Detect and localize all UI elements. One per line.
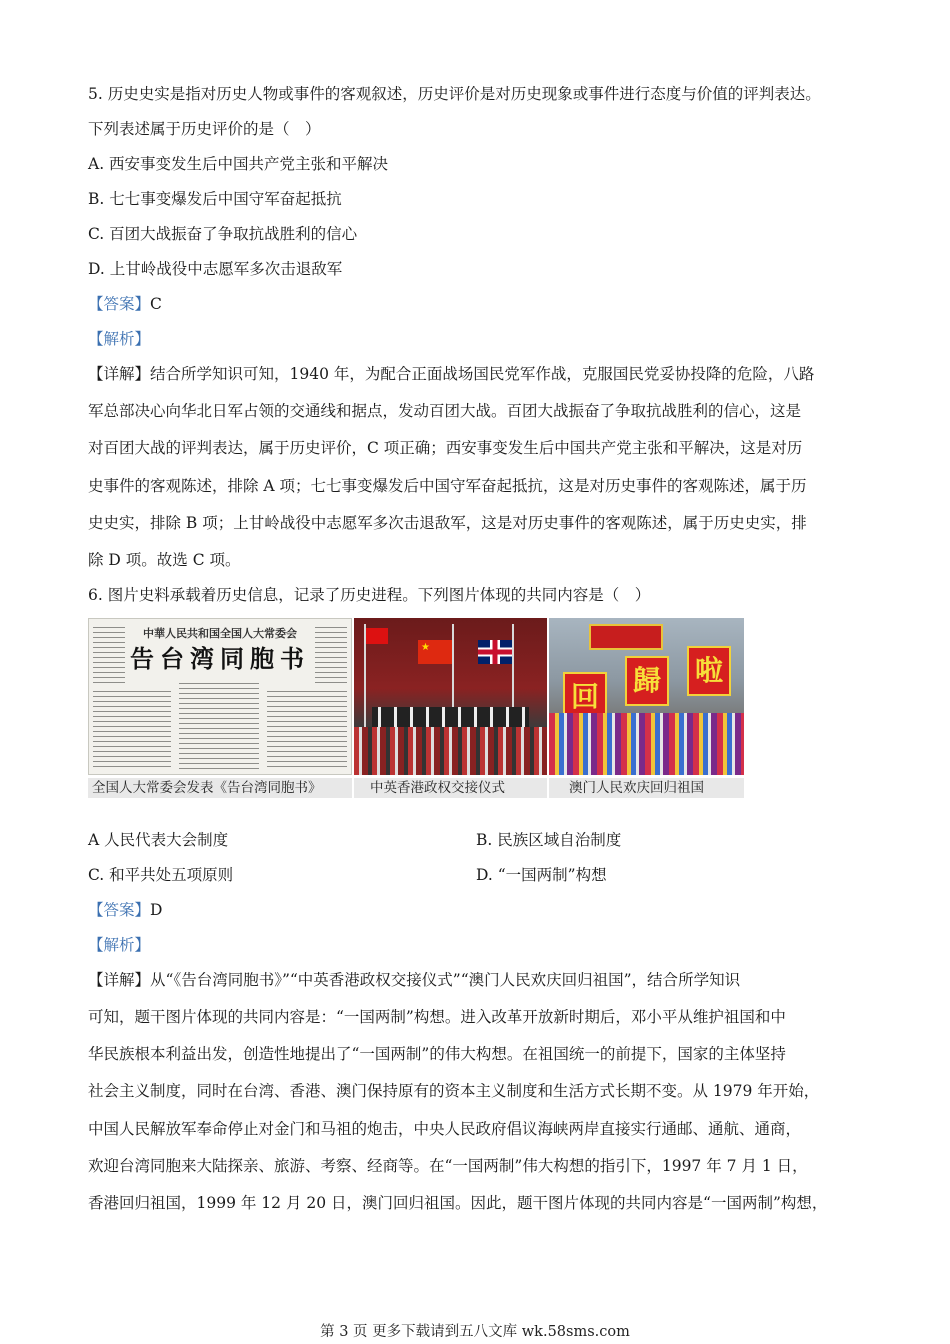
uk-flag-icon [478, 640, 512, 664]
q5-option-b: B. 七七事变爆发后中国守军奋起抵抗 [88, 190, 342, 208]
q5-option-d: D. 上甘岭战役中志愿军多次击退敌军 [88, 260, 343, 278]
detail-text: 从“《告台湾同胞书》”“中英香港政权交接仪式”“澳门人民欢庆回归祖国”，结合所学知识 [150, 971, 741, 989]
detail-text: 结合所学知识可知，1940 年，为配合正面战场国民党军作战，克服国民党妥协投降的危险，八路 [150, 365, 815, 383]
newspaper-text-block [179, 681, 259, 771]
caption-taiwan: 全国人大常委会发表《告台湾同胞书》 [88, 778, 352, 798]
q5-analysis-tag [88, 328, 150, 350]
q6-figure [88, 618, 744, 798]
analysis-tag: 【解析】 [88, 936, 151, 954]
q5-detail-line: 对百团大战的评判表达，属于历史评价，C 项正确；西安事变发生后中国共产党主张和平解决，这是对历 [88, 439, 803, 457]
q5-detail-line: 史史实，排除 B 项；上甘岭战役中志愿军多次击退敌军，这是对历史事件的客观陈述，属于历史史实，排 [88, 514, 807, 532]
analysis-tag: 【解析】 [88, 330, 151, 348]
newspaper-masthead: 中華人民共和国全国人大常委会 [143, 627, 297, 640]
q6-detail-line [88, 969, 740, 991]
q6-answer [88, 899, 162, 921]
q5-detail-line: 除 D 项。故选 C 项。 [88, 551, 241, 569]
answer-tag: 【答案】 [88, 295, 151, 313]
q6-detail-line: 香港回归祖国，1999 年 12 月 20 日，澳门回归祖国。因此，题干图片体现的共同内容是“一国两制”构想， [88, 1194, 828, 1212]
newspaper-text-block [93, 625, 125, 685]
q6-option-c: C. 和平共处五项原则 [88, 866, 234, 884]
caption-macau: 澳门人民欢庆回归祖国 [549, 778, 744, 798]
newspaper-text-block [267, 689, 347, 771]
q6-detail-line: 社会主义制度，同时在台湾、香港、澳门保持原有的资本主义制度和生活方式长期不变。从 1979 年开始， [88, 1082, 820, 1100]
q5-detail-line [88, 363, 814, 385]
q6-detail-line: 中国人民解放军奉命停止对金门和马祖的炮击，中央人民政府倡议海峡两岸直接实行通邮、通航、通商， [88, 1120, 802, 1138]
newspaper-text-block [315, 625, 347, 685]
detail-tag: 【详解】 [88, 971, 151, 989]
q6-detail-line: 华民族根本利益出发，创造性地提出了“一国两制”的伟大构想。在祖国统一的前提下，国家的主体坚持 [88, 1045, 786, 1063]
q5-detail-line: 军总部决心向华北日军占领的交通线和据点，发动百团大战。百团大战振奋了争取抗战胜利的信心，这是 [88, 402, 802, 420]
caption-hongkong: 中英香港政权交接仪式 [354, 778, 547, 798]
newspaper-photo [88, 618, 352, 775]
hk-flag-icon [366, 628, 388, 644]
q6-option-d: D. “一国两制”构想 [476, 866, 607, 884]
detail-tag: 【详解】 [88, 365, 151, 383]
q6-stem: 6. 图片史料承载着历史信息，记录了历史进程。下列图片体现的共同内容是（ ） [88, 586, 651, 604]
q6-option-a: A 人民代表大会制度 [88, 831, 229, 849]
q5-option-c: C. 百团大战振奋了争取抗战胜利的信心 [88, 225, 358, 243]
banner-char: 歸 [625, 656, 669, 706]
handover-ceremony-photo [354, 618, 547, 775]
q5-stem-line1: 5. 历史史实是指对历史人物或事件的客观叙述，历史评价是对历史现象或事件进行态度与价值的评判表达。 [88, 85, 821, 103]
q5-answer [88, 293, 162, 315]
q5-detail-line: 史事件的客观陈述，排除 A 项；七七事变爆发后中国守军奋起抵抗，这是对历史事件的客观陈述，属于历 [88, 477, 807, 495]
q6-detail-line: 可知，题干图片体现的共同内容是：“一国两制”构想。进入改革开放新时期后，邓小平从维护祖国和中 [88, 1008, 786, 1026]
answer-value: D [150, 901, 163, 919]
china-flag-icon: ★ [418, 640, 452, 664]
parade-float [589, 624, 663, 650]
banner-char: 回 [563, 672, 607, 722]
q6-detail-line: 欢迎台湾同胞来大陆探亲、旅游、考察、经商等。在“一国两制”伟大构想的指引下，1997 年 7 月 1 日， [88, 1157, 808, 1175]
q5-stem-line2: 下列表述属于历史评价的是（ ） [88, 120, 321, 138]
answer-value: C [150, 295, 162, 313]
parade-crowd [549, 713, 744, 775]
q5-option-a: A. 西安事变发生后中国共产党主张和平解决 [88, 155, 389, 173]
page-footer: 第 3 页 更多下载请到五八文库 wk.58sms.com [320, 1324, 630, 1340]
q6-analysis-tag [88, 934, 150, 956]
q6-option-b: B. 民族区域自治制度 [476, 831, 622, 849]
newspaper-headline: 告台湾同胞书 [130, 644, 310, 673]
macau-celebration-photo [549, 618, 744, 775]
newspaper-text-block [93, 689, 171, 771]
answer-tag: 【答案】 [88, 901, 151, 919]
audience [354, 727, 547, 775]
banner-char: 啦 [687, 646, 731, 696]
